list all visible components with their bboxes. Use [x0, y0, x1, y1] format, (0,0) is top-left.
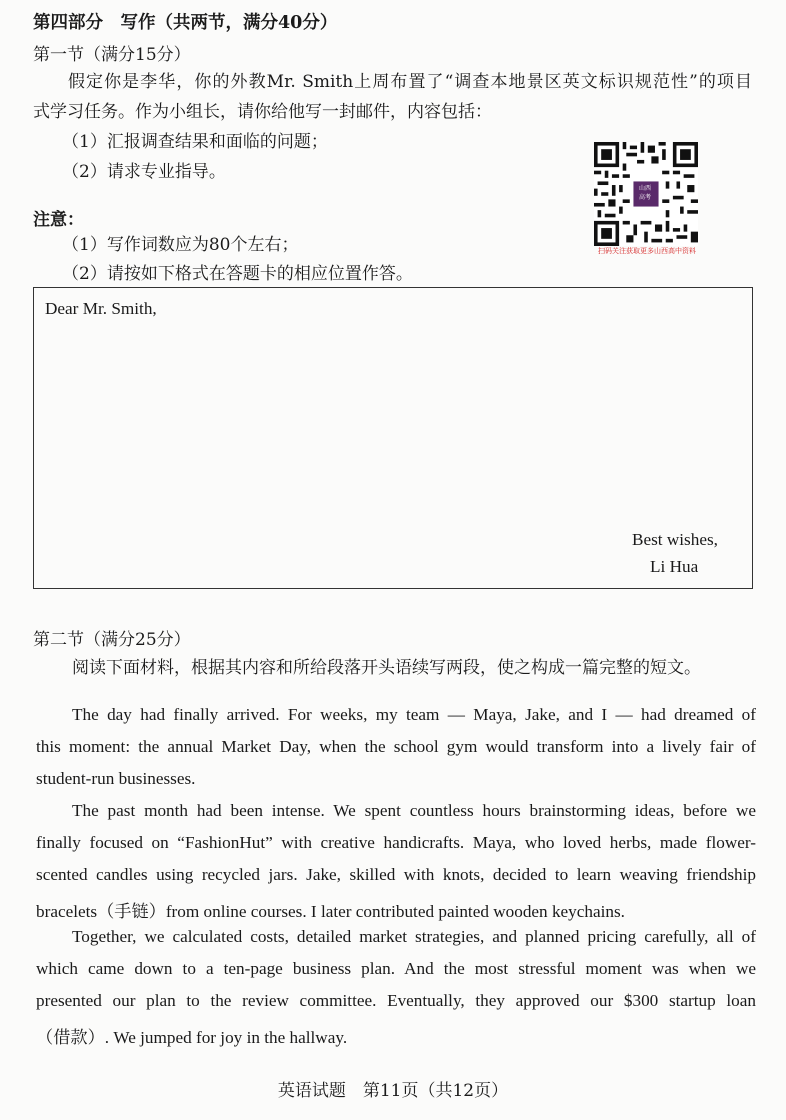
passage-line: this moment: the annual Market Day, when the school gym would transform into a lively fair of: [36, 737, 756, 756]
passage-line: The day had finally arrived. For weeks, my team — Maya, Jake, and I — had dreamed of: [72, 705, 756, 724]
qr-center-label-1: 山西: [639, 185, 652, 192]
passage-line: Together, we calculated costs, detailed market strategies, and planned pricing carefully, all of: [72, 927, 756, 946]
qr-caption: 扫码关注获取更多山西高中资料: [598, 247, 696, 255]
page-footer: 英语试题 第11页（共12页）: [277, 1081, 509, 1101]
qr-center-label-2: 高考: [639, 194, 652, 201]
passage-line: scented candles using recycled jars. Jake, skilled with knots, decided to learn weaving friendship: [36, 865, 756, 884]
section1-item-2: （2）请求专业指导。: [62, 162, 226, 182]
section1-prompt-line2: 式学习任务。作为小组长，请你给他写一封邮件，内容包括：: [33, 102, 492, 122]
passage-line: bracelets（手链）from online courses. I later contributed painted wooden keychains.: [36, 902, 625, 921]
passage-line: （借款）. We jumped for joy in the hallway.: [36, 1028, 348, 1047]
section2-heading: 第二节（满分25分）: [33, 630, 191, 650]
notice-item-2: （2）请按如下格式在答题卡的相应位置作答。: [62, 264, 413, 284]
passage-line: The past month had been intense. We spent countless hours brainstorming ideas, before we: [72, 801, 756, 820]
passage-line: which came down to a ten-page business plan. And the most stressful moment was when we: [36, 959, 756, 978]
section1-item-1: （1）汇报调查结果和面临的问题；: [62, 132, 328, 152]
letter-salutation: Dear Mr. Smith,: [45, 299, 157, 318]
section1-heading: 第一节（满分15分）: [33, 45, 191, 65]
section1-prompt-line1: 假定你是李华，你的外教Mr. Smith上周布置了“调查本地景区英文标识规范性”的项目: [68, 72, 752, 92]
notice-item-1: （1）写作词数应为80个左右；: [62, 235, 299, 255]
letter-closing: Best wishes,: [632, 530, 718, 549]
passage-line: finally focused on “FashionHut” with creative handicrafts. Maya, who loved herbs, made flower-: [36, 833, 756, 852]
part-title: 第四部分 写作（共两节，满分40分）: [33, 13, 338, 33]
notice-label: 注意：: [33, 210, 84, 230]
passage-line: presented our plan to the review committee. Eventually, they approved our $300 startup loan: [36, 991, 756, 1010]
letter-signature: Li Hua: [650, 557, 699, 576]
passage-line: student-run businesses.: [36, 769, 196, 788]
section2-instruction: 阅读下面材料，根据其内容和所给段落开头语续写两段，使之构成一篇完整的短文。: [72, 658, 701, 678]
